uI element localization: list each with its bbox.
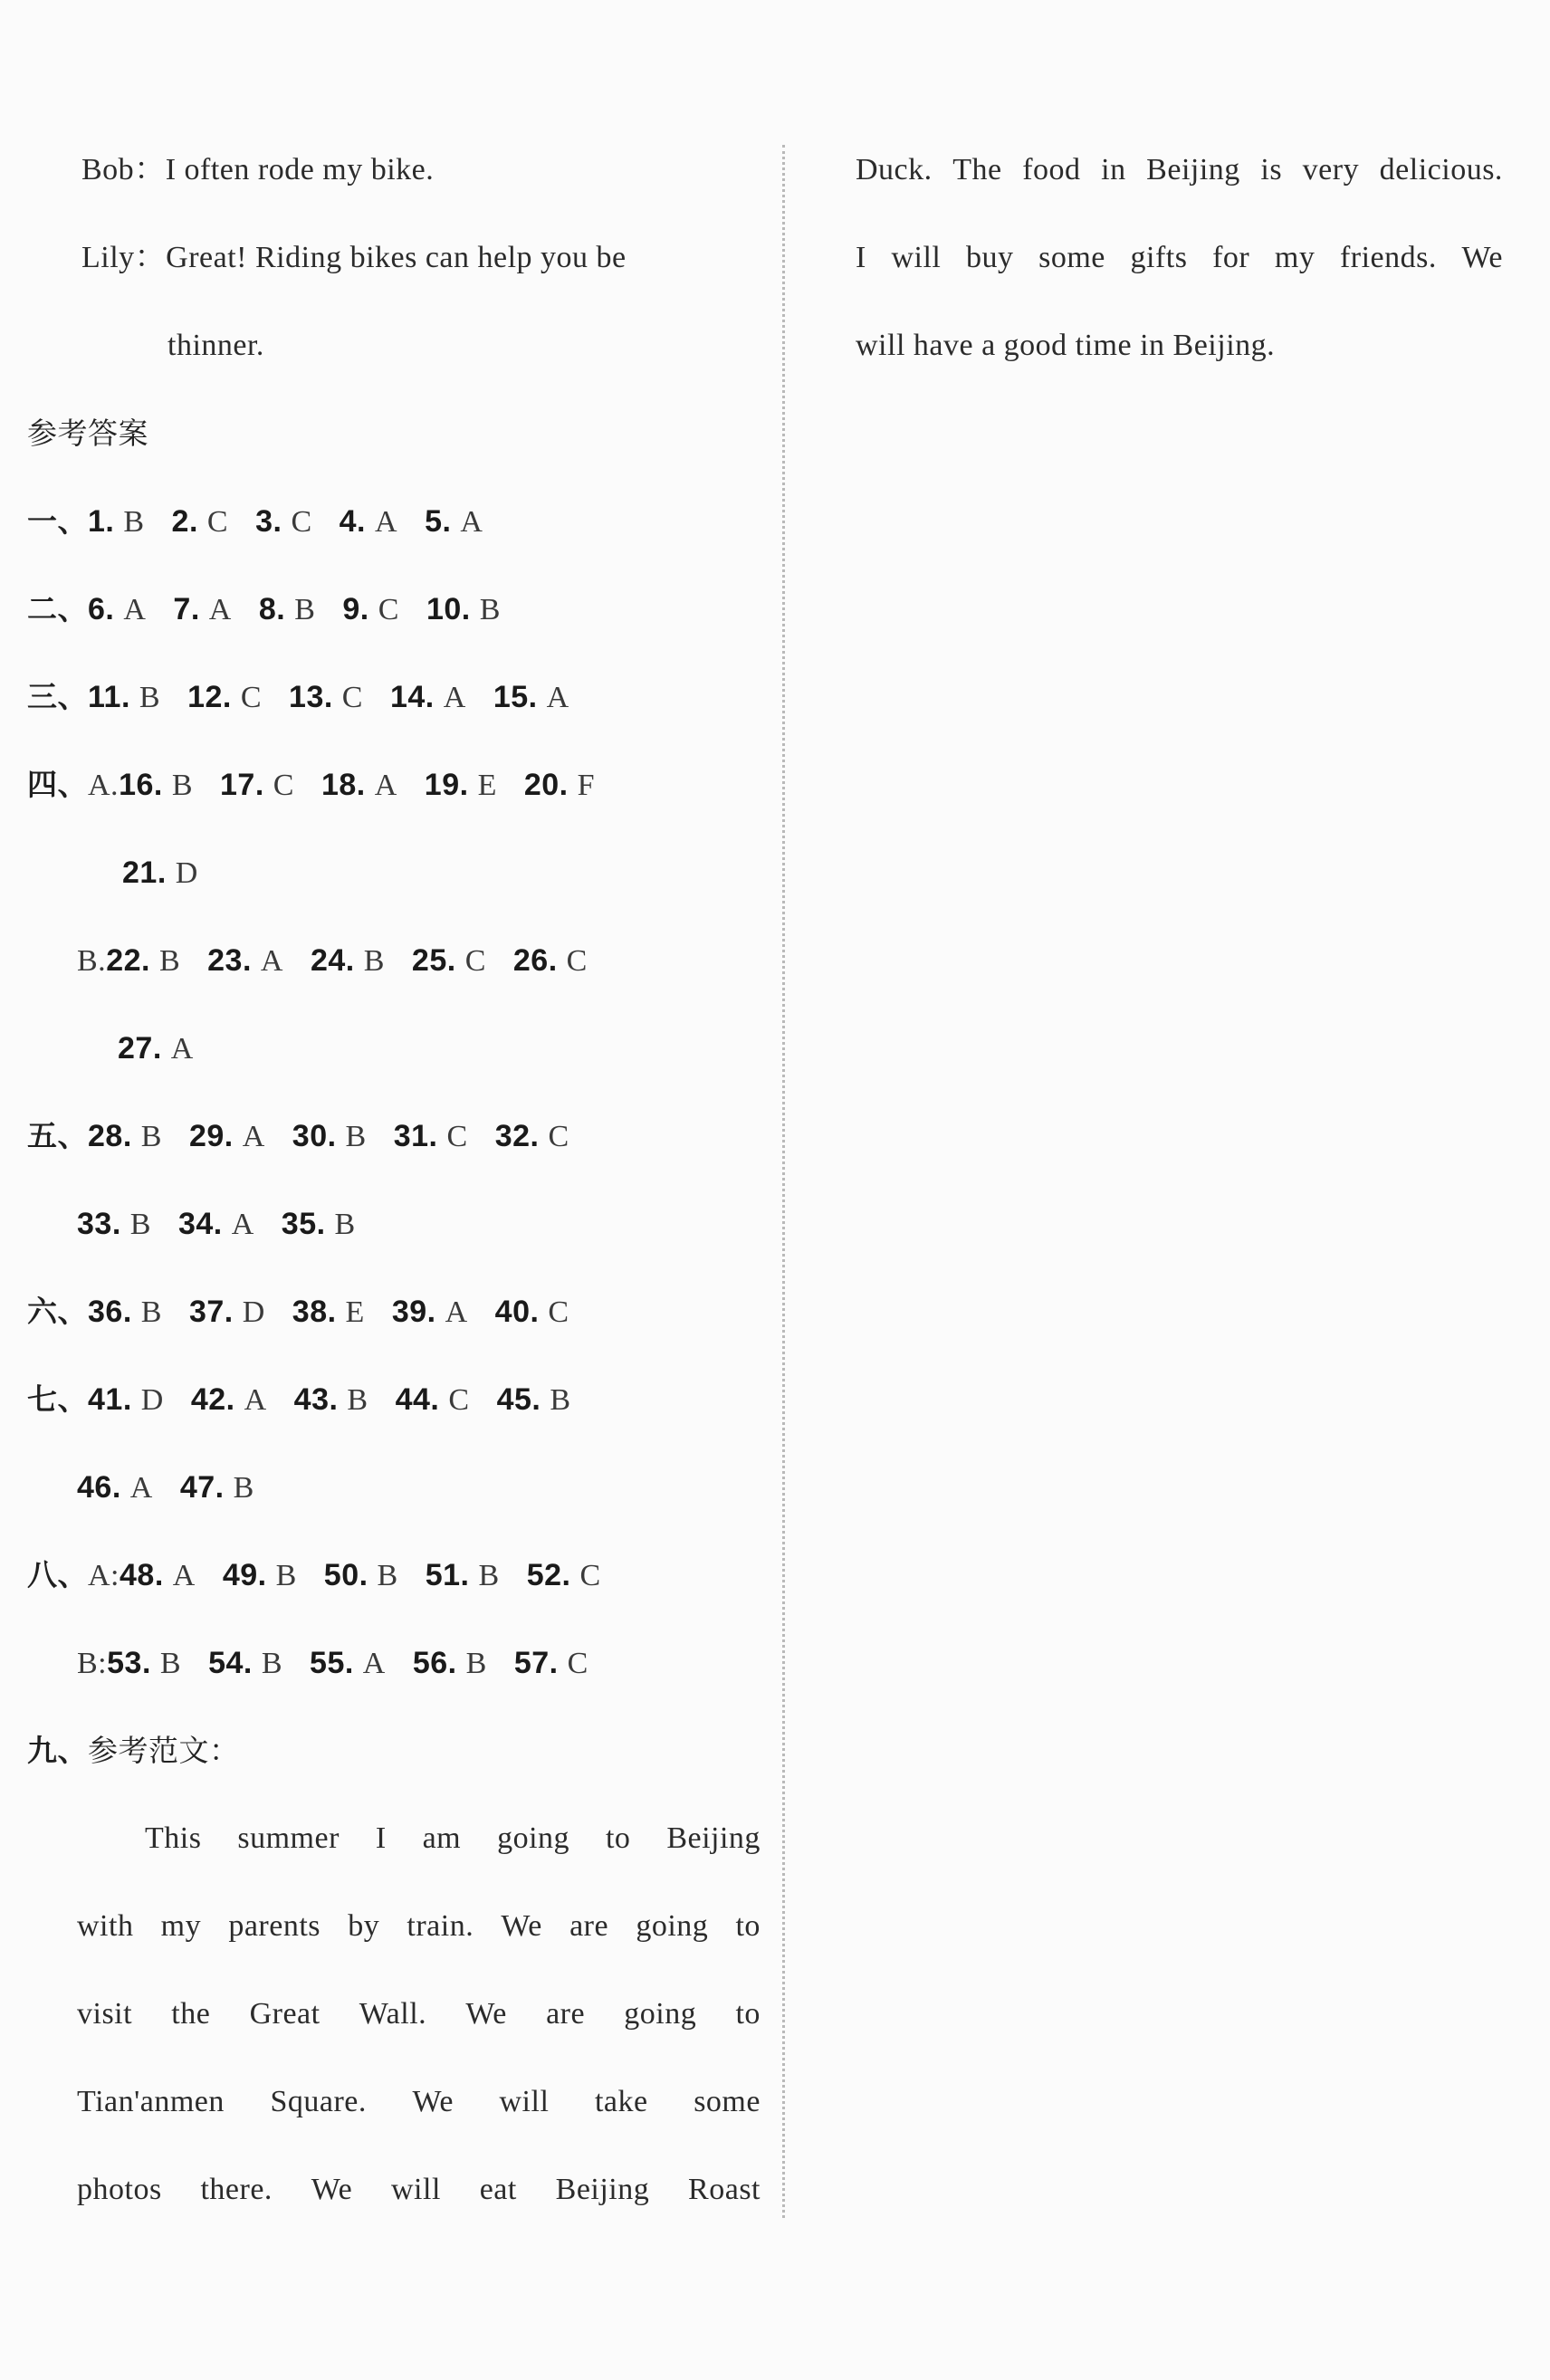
section-label: 七、 [27, 1381, 88, 1417]
answer-item [88, 1285, 162, 1340]
question-number: 44. [395, 1382, 440, 1417]
answers-title: 参考答案 [27, 416, 148, 451]
answer-value: A [362, 1647, 386, 1680]
answer-value: B [334, 1208, 356, 1241]
answer-row [27, 1548, 751, 1636]
answer-item [310, 1636, 386, 1691]
question-number: 50. [323, 1558, 368, 1592]
answer-item [173, 582, 231, 637]
question-number: 22. [106, 943, 150, 978]
dialogue-line-bob: Bob：I often rode my bike. [81, 153, 435, 186]
answer-value: B [478, 1559, 500, 1592]
essay-line [27, 2163, 761, 2251]
answer-item [223, 1548, 297, 1603]
answer-value: C [566, 944, 588, 978]
right-column [856, 143, 1507, 406]
dialogue-line-lily-cont: thinner. [167, 329, 264, 362]
question-number: 54. [208, 1646, 253, 1680]
question-number: 11. [88, 680, 130, 714]
essay-section-label: 九、 [27, 1733, 88, 1768]
answer-value: B [159, 1647, 182, 1680]
question-number: 14. [389, 680, 435, 714]
essay-line-text: photos there. We will eat Beijing Roast [77, 2173, 761, 2206]
question-number: 13. [289, 680, 333, 714]
question-number: 19. [424, 768, 469, 802]
essay-line [27, 2075, 761, 2163]
answer-value: B [345, 1120, 367, 1153]
answer-value: D [175, 856, 198, 890]
essay-line [27, 1987, 761, 2075]
answer-item [88, 494, 145, 550]
answer-item [119, 758, 193, 813]
essay-line [856, 143, 1507, 231]
answer-row [27, 758, 751, 846]
question-number: 1. [88, 504, 115, 539]
answer-item [497, 1372, 571, 1428]
question-number: 6. [88, 592, 115, 626]
answer-item [340, 494, 397, 550]
answer-item [282, 1197, 356, 1252]
answer-value: B [233, 1471, 254, 1505]
answer-value: A [208, 593, 232, 626]
question-number: 45. [496, 1382, 541, 1417]
essay-line-text: I will buy some gifts for my friends. We [856, 241, 1503, 274]
answer-item [527, 1548, 601, 1603]
answer-value: D [140, 1383, 164, 1417]
answer-item [342, 582, 399, 637]
answer-item [172, 494, 229, 550]
answer-sections [27, 494, 751, 1724]
speaker-lily: Lily [81, 241, 135, 274]
answer-value: A [443, 681, 466, 714]
question-number: 23. [207, 943, 252, 978]
answer-value: B [347, 1383, 368, 1417]
answer-value: B [140, 1295, 162, 1329]
essay-line-text: Duck. The food in Beijing is very delicious. [856, 153, 1503, 186]
column-divider [782, 145, 785, 2218]
answer-row [27, 1460, 751, 1548]
answer-item [178, 1197, 254, 1252]
section-label: 一、 [27, 503, 88, 539]
answer-item [425, 494, 483, 550]
answer-item [425, 758, 497, 813]
answer-value: A [129, 1471, 153, 1505]
answer-item [396, 1372, 470, 1428]
essay-line-text: This summer I am going to Beijing [145, 1821, 761, 1855]
answer-row [27, 1021, 751, 1109]
answer-value: A [242, 1120, 265, 1153]
question-number: 15. [493, 680, 538, 714]
answer-value: A [231, 1208, 254, 1241]
answer-item [392, 1285, 468, 1340]
answer-item [294, 1372, 368, 1428]
question-number: 12. [187, 680, 232, 714]
answer-item [208, 1636, 282, 1691]
question-number: 3. [255, 504, 282, 539]
answer-value: A [445, 1295, 468, 1329]
essay-line-text: with my parents by train. We are going to [77, 1909, 761, 1943]
answer-item [292, 1109, 367, 1164]
answer-value: C [548, 1120, 569, 1153]
answer-item [513, 933, 588, 989]
answer-row [27, 1636, 751, 1724]
answer-value: A [546, 681, 569, 714]
question-number: 56. [412, 1646, 457, 1680]
answer-item [514, 1636, 588, 1691]
answer-item [259, 582, 316, 637]
answer-item [394, 1109, 468, 1164]
question-number: 27. [118, 1031, 162, 1066]
question-number: 31. [393, 1119, 438, 1153]
answer-item [495, 1285, 569, 1340]
answer-item [321, 758, 397, 813]
essay-line-text: will have a good time in Beijing. [856, 329, 1276, 362]
answer-item [255, 494, 312, 550]
question-number: 2. [171, 504, 198, 539]
section-label: 八、 [27, 1557, 88, 1592]
question-number: 37. [188, 1295, 234, 1329]
answer-item [189, 1285, 265, 1340]
question-number: 51. [425, 1558, 470, 1592]
answer-item [189, 1109, 265, 1164]
question-number: 28. [88, 1119, 132, 1153]
question-number: 18. [321, 768, 366, 802]
question-number: 39. [391, 1295, 436, 1329]
answer-value: B [123, 505, 145, 539]
section-label: 五、 [27, 1118, 88, 1153]
speaker-bob: Bob [81, 153, 135, 186]
section-label: 三、 [27, 679, 88, 714]
answer-item [187, 670, 262, 725]
answer-value: A [244, 1383, 267, 1417]
answer-value: D [242, 1295, 265, 1329]
question-number: 53. [107, 1646, 151, 1680]
answer-value: A [374, 769, 397, 802]
answer-row [27, 670, 751, 758]
question-number: 16. [119, 768, 163, 802]
question-number: 34. [177, 1207, 223, 1241]
question-number: 46. [77, 1470, 121, 1505]
answer-item [88, 670, 160, 725]
answer-row [27, 1285, 751, 1372]
answer-value: C [378, 593, 399, 626]
essay-line-text: visit the Great Wall. We are going to [77, 1997, 761, 2031]
essay-line [27, 1811, 761, 1899]
question-number: 55. [310, 1646, 354, 1680]
answer-value: A [375, 505, 398, 539]
question-number: 29. [188, 1119, 234, 1153]
section-label: 二、 [27, 591, 88, 626]
answer-value: B [261, 1647, 283, 1680]
answer-row [27, 1197, 751, 1285]
answer-item [413, 1636, 487, 1691]
answer-item [324, 1548, 398, 1603]
question-number: 48. [120, 1558, 164, 1592]
answer-item [107, 1636, 181, 1691]
dialogue-line-lily: Lily：Great! Riding bikes can help you be [81, 241, 627, 274]
answer-item [77, 1197, 151, 1252]
question-number: 47. [179, 1470, 225, 1505]
dialogue-text-bob: I often rode my bike. [165, 153, 435, 186]
answer-item [191, 1372, 267, 1428]
subsection-label: A. [88, 769, 120, 802]
question-number: 38. [292, 1295, 337, 1329]
answer-value: B [158, 944, 181, 978]
answer-item [426, 582, 501, 637]
essay-line-text: Tian'anmen Square. We will take some [77, 2085, 761, 2118]
question-number: 26. [512, 943, 558, 978]
answer-value: A [172, 1559, 196, 1592]
answer-value: B [129, 1208, 151, 1241]
question-number: 32. [494, 1119, 540, 1153]
answer-value: C [206, 505, 229, 539]
answer-row [27, 1109, 751, 1197]
question-number: 20. [523, 768, 569, 802]
answer-item [390, 670, 466, 725]
answer-value: C [273, 769, 294, 802]
answer-value: C [291, 505, 312, 539]
answer-value: B [171, 769, 194, 802]
answer-value: B [363, 944, 385, 978]
answer-item [220, 758, 294, 813]
question-number: 40. [494, 1295, 540, 1329]
answer-value: E [477, 769, 497, 802]
answer-value: A [460, 505, 483, 539]
answer-value: B [139, 681, 161, 714]
question-number: 36. [88, 1295, 132, 1329]
answer-value: B [140, 1120, 162, 1153]
question-number: 7. [173, 592, 200, 626]
answer-item [122, 846, 198, 901]
question-number: 25. [411, 943, 456, 978]
answer-value: F [577, 769, 596, 802]
answer-value: C [464, 944, 486, 978]
essay-line [856, 231, 1507, 319]
answer-item [88, 582, 146, 637]
section-label: 四、 [27, 767, 88, 802]
answer-item [120, 1548, 196, 1603]
question-number: 24. [310, 943, 355, 978]
answer-item [207, 933, 283, 989]
answer-row [27, 494, 751, 582]
answer-row [27, 1372, 751, 1460]
dialogue-text-lily: Great! Riding bikes can help you be [166, 241, 627, 274]
subsection-label: B. [77, 944, 107, 978]
subsection-label: A: [88, 1559, 120, 1592]
question-number: 33. [77, 1207, 121, 1241]
answer-item [292, 1285, 365, 1340]
question-number: 49. [222, 1558, 267, 1592]
answer-value: C [579, 1559, 601, 1592]
answer-row [27, 846, 751, 933]
left-column [27, 143, 761, 2251]
question-number: 5. [425, 504, 452, 539]
question-number: 42. [190, 1382, 235, 1417]
question-number: 30. [292, 1119, 337, 1153]
answer-item [88, 1372, 164, 1428]
essay-title: 参考范文： [88, 1733, 240, 1768]
question-number: 41. [88, 1382, 132, 1417]
answer-value: A [123, 593, 147, 626]
answer-value: B [294, 593, 316, 626]
answer-item [77, 1460, 153, 1515]
essay-line [27, 1899, 761, 1987]
question-number: 9. [342, 592, 369, 626]
answer-item [118, 1021, 194, 1076]
answer-item [311, 933, 385, 989]
question-number: 4. [339, 504, 366, 539]
answer-item [493, 670, 569, 725]
answer-value: B [275, 1559, 297, 1592]
answer-value: B [377, 1559, 398, 1592]
answer-value: B [465, 1647, 487, 1680]
question-number: 8. [258, 592, 286, 626]
section-label: 六、 [27, 1294, 88, 1329]
answer-item [524, 758, 595, 813]
answer-row [27, 933, 751, 1021]
answer-item [289, 670, 363, 725]
question-number: 52. [526, 1558, 571, 1592]
answer-row [27, 582, 751, 670]
answer-item [106, 933, 180, 989]
answer-item [412, 933, 486, 989]
question-number: 17. [220, 768, 264, 802]
answer-value: B [550, 1383, 571, 1417]
question-number: 57. [513, 1646, 559, 1680]
answer-item [495, 1109, 569, 1164]
answer-value: C [446, 1120, 468, 1153]
answer-value: B [479, 593, 501, 626]
answer-value: C [567, 1647, 588, 1680]
answer-value: A [260, 944, 283, 978]
answer-value: A [170, 1032, 194, 1066]
essay-right [856, 143, 1507, 406]
answer-value: C [548, 1295, 569, 1329]
essay-heading [27, 1724, 751, 1811]
answer-value: C [448, 1383, 470, 1417]
essay-left [27, 1811, 761, 2251]
question-number: 35. [281, 1207, 326, 1241]
subsection-label: B: [77, 1647, 108, 1680]
question-number: 10. [426, 592, 471, 626]
answer-item [88, 1109, 162, 1164]
essay-line [856, 319, 1507, 406]
answer-value: C [240, 681, 263, 714]
question-number: 43. [293, 1382, 339, 1417]
question-number: 21. [122, 855, 167, 890]
answer-item [180, 1460, 254, 1515]
answer-value: C [341, 681, 363, 714]
answer-value: E [345, 1295, 365, 1329]
answer-item [426, 1548, 500, 1603]
